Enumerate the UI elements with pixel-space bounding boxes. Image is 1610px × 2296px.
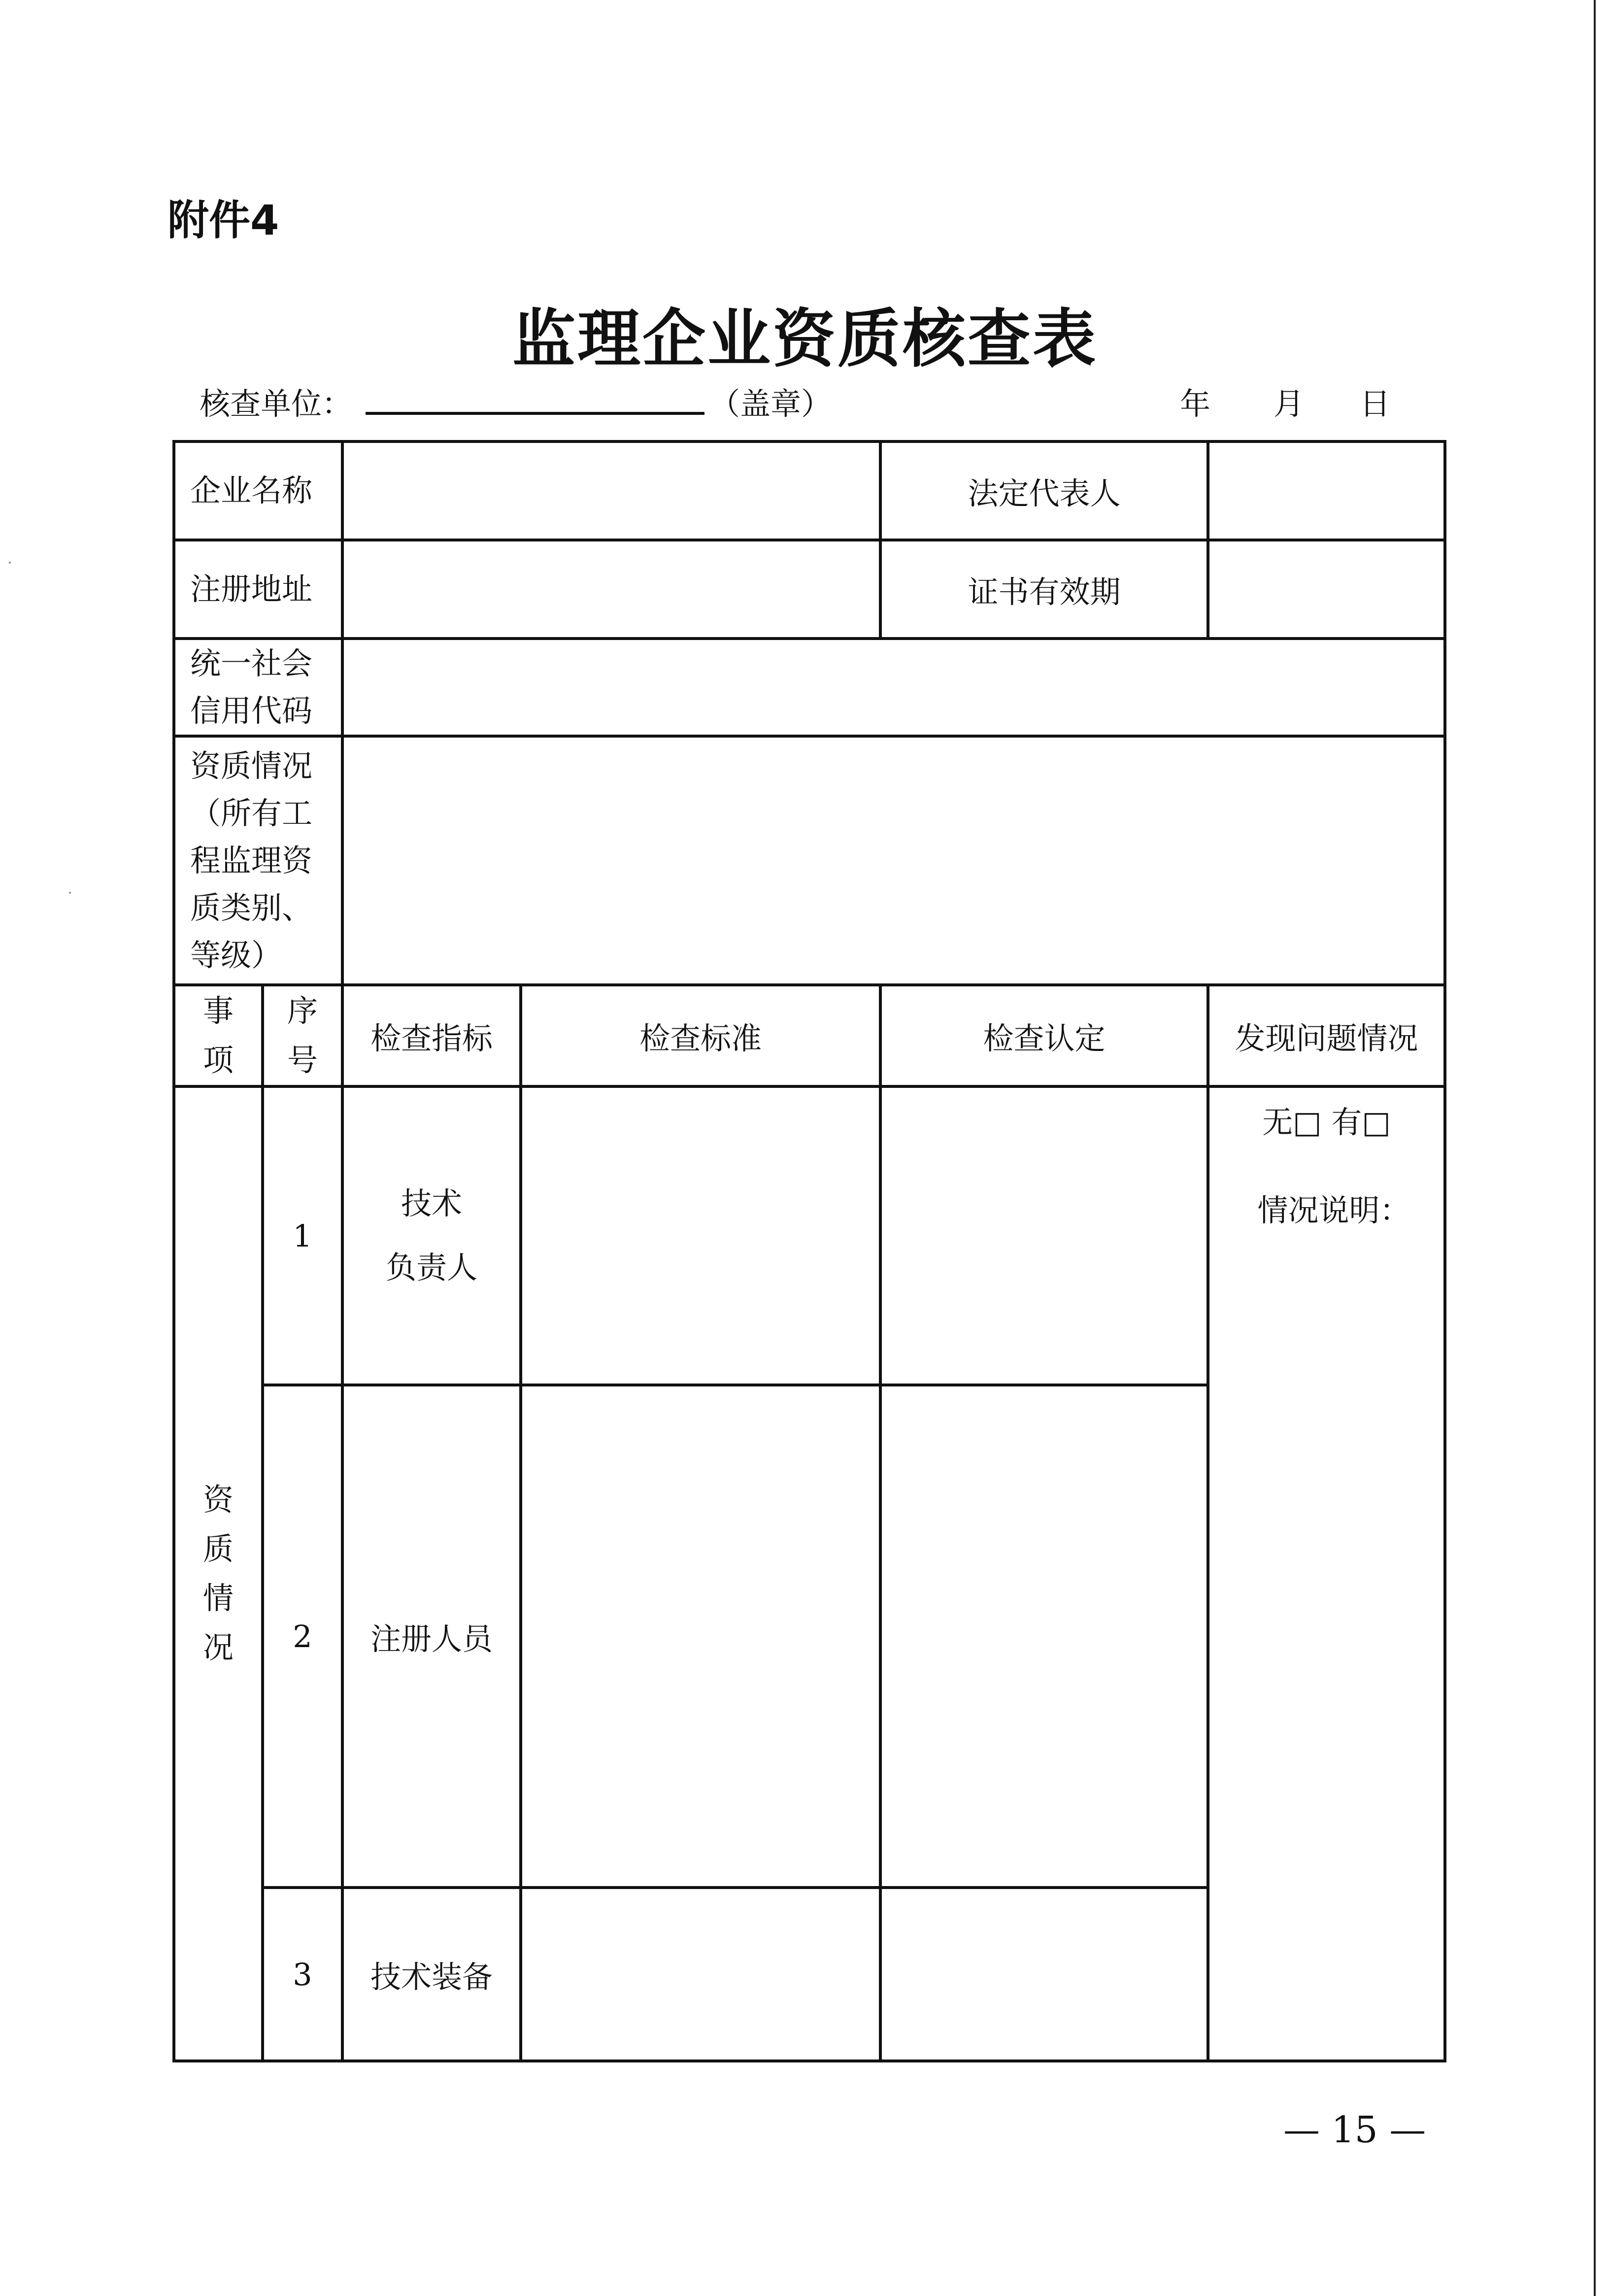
col-seq-header — [263, 985, 342, 1086]
row-credit-code — [174, 639, 1445, 736]
reg-address-field[interactable] — [342, 540, 880, 639]
col-check-result-header: 检查认定 — [880, 985, 1208, 1086]
category-qualification — [174, 1086, 263, 2061]
row-qualification — [174, 736, 1445, 985]
check-result-cell[interactable] — [880, 1086, 1208, 1385]
check-index-line: 负责人 — [386, 1249, 478, 1285]
company-name-label: 企业名称 — [174, 441, 342, 540]
qualification-label — [174, 736, 342, 985]
cert-validity-field[interactable] — [1208, 540, 1445, 639]
issues-cell — [1208, 1086, 1445, 2061]
col-issues-header: 发现问题情况 — [1208, 985, 1445, 1086]
scan-speck — [9, 562, 11, 564]
issue-options — [1209, 1098, 1443, 1142]
checkbox-none[interactable]: 无□ — [1262, 1104, 1322, 1140]
check-standard-cell[interactable] — [521, 1385, 880, 1888]
attachment-label: 附件4 — [168, 196, 279, 244]
legal-rep-field[interactable] — [1208, 441, 1445, 540]
check-index-cell: 注册人员 — [342, 1385, 521, 1888]
col-check-index-header: 检查指标 — [342, 985, 521, 1086]
month-label: 月 — [1274, 386, 1305, 422]
credit-code-label-line: 信用代码 — [190, 693, 313, 729]
row-company-name — [174, 441, 1445, 540]
credit-code-label — [174, 639, 342, 736]
col-check-standard-header: 检查标准 — [521, 985, 880, 1086]
seq-cell: 2 — [263, 1385, 342, 1888]
qualification-field[interactable] — [342, 736, 1445, 985]
check-standard-cell[interactable] — [521, 1888, 880, 2061]
seq-cell: 3 — [263, 1888, 342, 2061]
cert-validity-label: 证书有效期 — [880, 540, 1208, 639]
col-seq-char: 号 — [287, 1042, 318, 1078]
inspection-unit-blank — [366, 412, 704, 415]
qualification-label-line: 程监理资 — [190, 842, 313, 878]
seal-label: （盖章） — [709, 386, 832, 422]
check-standard-cell[interactable] — [521, 1086, 880, 1385]
col-item-header — [174, 985, 263, 1086]
inspection-unit-label: 核查单位： — [200, 386, 353, 422]
check-result-cell[interactable] — [880, 1385, 1208, 1888]
day-label: 日 — [1360, 386, 1391, 422]
credit-code-label-line: 统一社会 — [190, 645, 313, 681]
qualification-label-line: 资质情况 — [190, 747, 313, 784]
credit-code-field[interactable] — [342, 639, 1445, 736]
check-index-cell: 技术装备 — [342, 1888, 521, 2061]
category-char: 情 — [202, 1580, 234, 1616]
col-item-char: 事 — [202, 993, 234, 1029]
category-char: 况 — [202, 1629, 234, 1665]
row-reg-address — [174, 540, 1445, 639]
category-char: 质 — [202, 1531, 234, 1567]
legal-rep-label: 法定代表人 — [880, 441, 1208, 540]
qualification-label-line: 等级） — [190, 937, 282, 973]
col-item-char: 项 — [202, 1042, 234, 1078]
scan-speck — [69, 892, 71, 894]
reg-address-label: 注册地址 — [174, 540, 342, 639]
column-header-row — [174, 985, 1445, 1086]
explanation-label: 情况说明： — [1257, 1192, 1410, 1228]
company-name-field[interactable] — [342, 441, 880, 540]
year-label: 年 — [1180, 386, 1211, 422]
col-seq-char: 序 — [287, 993, 318, 1029]
document-title: 监理企业资质核查表 — [512, 302, 1098, 376]
qualification-label-line: （所有工 — [190, 795, 313, 831]
qualification-label-line: 质类别、 — [190, 889, 313, 926]
seq-cell: 1 — [263, 1086, 342, 1385]
check-index-line: 技术 — [401, 1185, 463, 1221]
page-number: — 15 — — [1283, 2109, 1426, 2151]
check-index-cell — [342, 1086, 521, 1385]
check-result-cell[interactable] — [880, 1888, 1208, 2061]
category-char: 资 — [202, 1482, 234, 1518]
inspection-form-table — [172, 440, 1446, 2062]
table-row — [174, 1086, 1445, 1385]
checkbox-exists[interactable]: 有□ — [1331, 1104, 1391, 1140]
